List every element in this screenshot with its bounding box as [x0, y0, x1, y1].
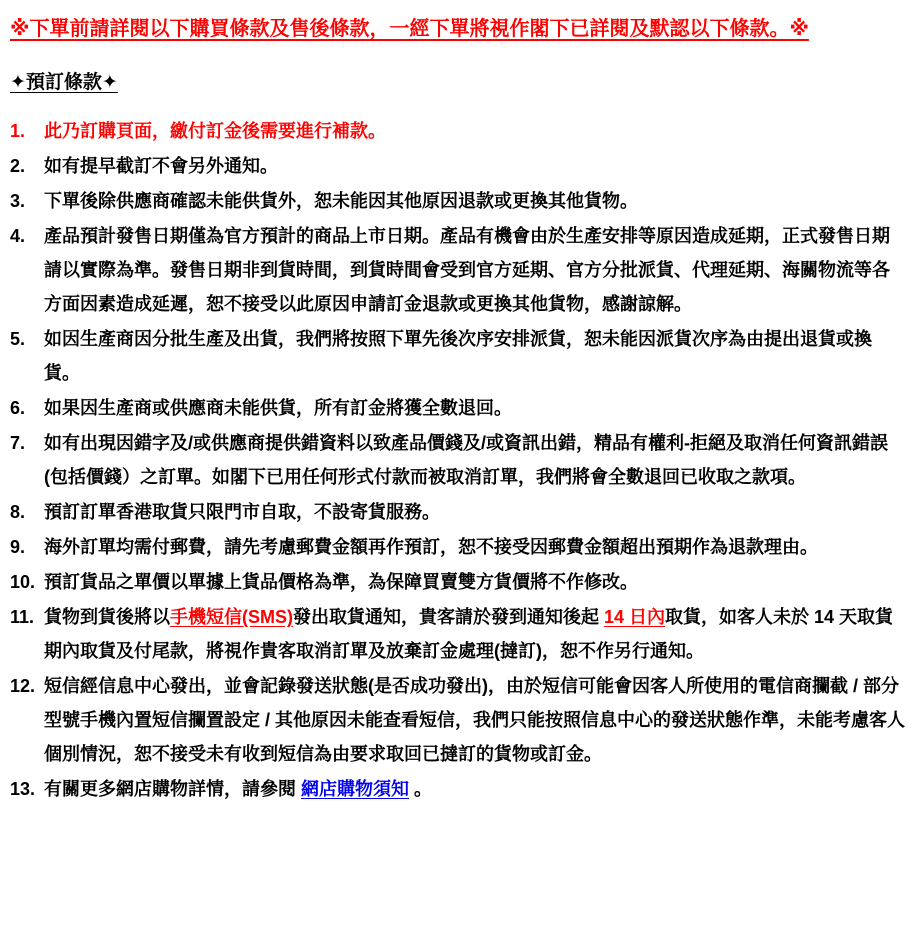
- term-item: [8, 669, 905, 771]
- term-item: [8, 565, 905, 599]
- term-text: 如有提早截訂不會另外通知。: [44, 156, 278, 176]
- term-number: 8.: [10, 502, 26, 522]
- term-text: 。: [409, 779, 433, 799]
- term-number: 12.: [10, 676, 36, 696]
- term-text: 此乃訂購頁面，繳付訂金後需要進行補款。: [44, 121, 386, 141]
- term-number: 4.: [10, 226, 26, 246]
- term-item: [8, 219, 905, 321]
- term-number: 9.: [10, 537, 26, 557]
- term-text: 取貨，如客人未於 14 天取貨期內取貨及付尾款，將視作貴客取消訂單及放棄訂金處理(撻訂)，恕不作另行通知。: [44, 607, 894, 661]
- sms-notice-highlight: 手機短信(SMS): [170, 607, 293, 627]
- term-item: [8, 149, 905, 183]
- term-text: 產品預計發售日期僅為官方預計的商品上市日期。產品有機會由於生產安排等原因造成延期，正式發售日期請以實際為準。發售日期非到貨時間，到貨時間會受到官方延期、官方分批派貨、代理延期、海關物流等各方面因素造成延遲，恕不接受以此原因申請訂金退款或更換其他貨物，感謝諒解。: [44, 226, 890, 314]
- term-item: [8, 391, 905, 425]
- term-text: 預訂訂單香港取貨只限門市自取，不設寄貨服務。: [44, 502, 440, 522]
- term-item: [8, 600, 905, 668]
- term-text: 有關更多網店購物詳情，請參閱: [44, 779, 301, 799]
- term-number: 2.: [10, 156, 26, 176]
- term-number: 3.: [10, 191, 26, 211]
- term-text: 如有出現因錯字及/或供應商提供錯資料以致產品價錢及/或資訊出錯，精品有權利-拒絕及取消任何資訊錯誤(包括價錢）之訂單。如閣下已用任何形式付款而被取消訂單，我們將會全數退回已收取之款項。: [44, 433, 888, 487]
- term-item: [8, 772, 905, 806]
- term-text: 下單後除供應商確認未能供貨外，恕未能因其他原因退款或更換其他貨物。: [44, 191, 638, 211]
- term-item: [8, 114, 905, 148]
- pickup-deadline-highlight: 14 日內: [604, 607, 666, 627]
- term-item: [8, 322, 905, 390]
- term-text: 預訂貨品之單價以單據上貨品價格為準，為保障買賣雙方貨價將不作修改。: [44, 572, 638, 592]
- term-text: 貨物到貨後將以: [44, 607, 170, 627]
- term-number: 6.: [10, 398, 26, 418]
- term-number: 11.: [10, 607, 35, 627]
- term-number: 13.: [10, 779, 36, 799]
- preorder-terms-heading: ✦預訂條款✦: [10, 72, 118, 93]
- term-number: 1.: [10, 121, 26, 141]
- term-item: [8, 495, 905, 529]
- terms-list: [8, 114, 905, 806]
- term-text: 短信經信息中心發出，並會記錄發送狀態(是否成功發出)，由於短信可能會因客人所使用的電信商攔截 / 部分型號手機內置短信攔置設定 / 其他原因未能查看短信，我們只能按照信息中心的發送狀態作準，未能考慮客人個別情況，恕不接受未有收到短信為由要求取回已撻訂的貨物或訂金。: [44, 676, 905, 764]
- shop-guide-link[interactable]: 網店購物須知: [301, 779, 409, 799]
- term-text: 海外訂單均需付郵費，請先考慮郵費金額再作預訂，恕不接受因郵費金額超出預期作為退款理由。: [44, 537, 818, 557]
- term-item: [8, 530, 905, 564]
- term-number: 10.: [10, 572, 36, 592]
- term-item: [8, 184, 905, 218]
- term-number: 5.: [10, 329, 26, 349]
- term-number: 7.: [10, 433, 26, 453]
- term-text: 如因生產商因分批生產及出貨，我們將按照下單先後次序安排派貨，恕未能因派貨次序為由提出退貨或換貨。: [44, 329, 872, 383]
- term-item: [8, 426, 905, 494]
- purchase-notice-banner: ※下單前請詳閱以下購買條款及售後條款，一經下單將視作閣下已詳閱及默認以下條款。※: [10, 18, 809, 40]
- term-text: 發出取貨通知，貴客請於發到通知後起: [293, 607, 604, 627]
- term-text: 如果因生產商或供應商未能供貨，所有訂金將獲全數退回。: [44, 398, 512, 418]
